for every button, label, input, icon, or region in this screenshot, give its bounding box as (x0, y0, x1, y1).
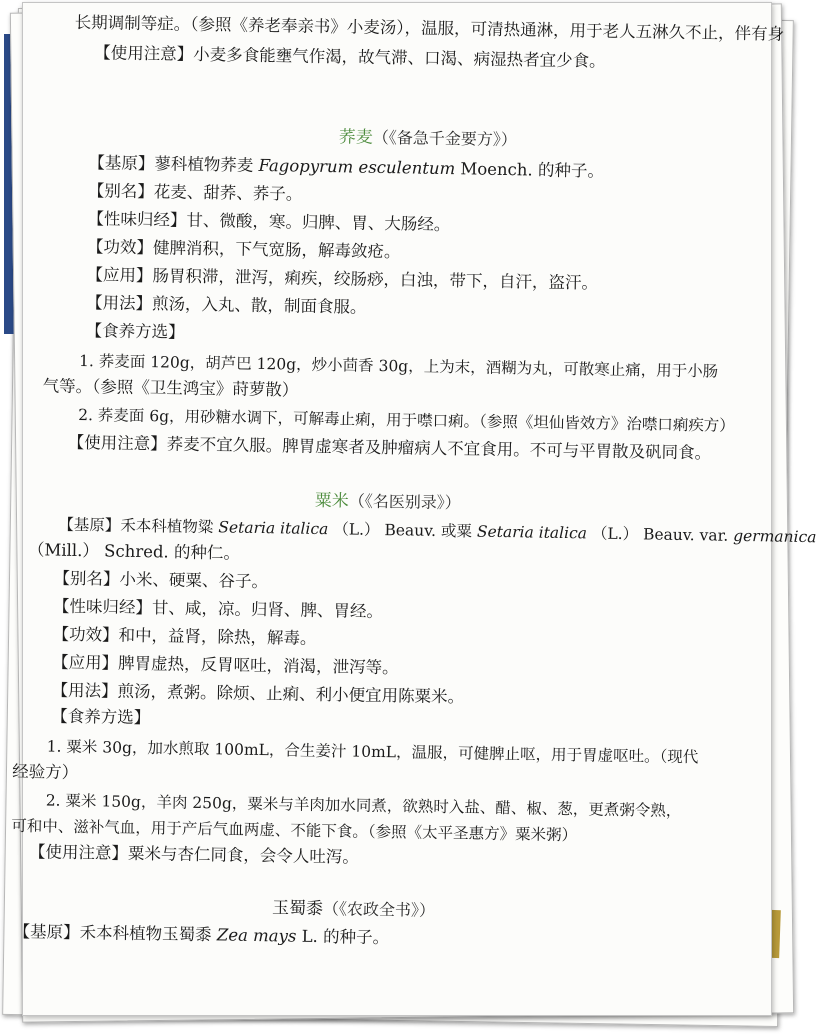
field-text: 禾本科植物玉蜀黍 (79, 923, 212, 945)
recipe-text: 经验方） (12, 761, 79, 783)
field-label: 【功效】 (86, 237, 154, 258)
recipe-text: 1. 荞麦面 120g，胡芦巴 120g，炒小茴香 30g，上为末，酒糊为丸，可散寒止痛，用于小肠 (78, 351, 719, 381)
field-label: 【别名】 (53, 568, 120, 589)
field-text: 和中，益肾，除热，解毒。 (118, 625, 317, 648)
field-text: 蓼科植物荞麦 (154, 154, 254, 175)
latin-name: Fagopyrum esculentum (258, 155, 456, 179)
text-fragment: ，温服，可清热通淋，用于老人五淋久不止，伴有身 (404, 18, 785, 44)
field-label: 【性味归经】 (52, 596, 153, 618)
section-source: （《备急千金要方》） (372, 127, 517, 150)
field-text: （Mill.） Schred. 的种仁。 (27, 540, 241, 563)
section-heading (272, 897, 435, 922)
recipe-text: 2. 粟米 150g，羊肉 250g，粟米与羊肉加水同煮，欲熟时入盐、醋、椒、葱，更煮粥令熟， (45, 791, 682, 821)
text-fragment: 长期调制等症。（参照《养老奉亲书》小麦汤） (74, 12, 405, 38)
field-label: 【使用注意】 (28, 842, 129, 863)
text-line (29, 841, 359, 868)
recipe-line (46, 735, 698, 768)
field-text: Moench. 的种子。 (460, 159, 605, 181)
text-line (53, 568, 268, 594)
field-text: 粟米与杏仁同食，会令人吐泻。 (127, 843, 360, 867)
recipe-line (12, 761, 78, 784)
document-page (11, 2, 817, 1016)
recipe-text: 气等。（参照《卫生鸿宝》莳萝散） (42, 376, 299, 400)
field-label: 【用法】 (51, 680, 118, 701)
field-text: 煎汤，入丸、散，制面食服。 (151, 294, 367, 317)
text-line (88, 180, 303, 206)
field-label: 【基原】 (88, 153, 155, 174)
section-title: 荞麦 (338, 127, 373, 148)
section-heading (339, 126, 517, 151)
latin-name: Setaria italica (476, 522, 588, 543)
field-label: 【食养方选】 (51, 706, 151, 728)
text-line (86, 264, 598, 294)
field-label: 【功效】 (52, 624, 119, 645)
recipe-line (78, 404, 735, 437)
section-source: （《农政全书》） (322, 899, 436, 920)
field-text: 禾本科植物粱 (120, 516, 214, 537)
text-line (74, 12, 784, 46)
text-line (94, 42, 606, 72)
field-text: 甘、微酸，寒。归脾、胃、大肠经。 (186, 210, 451, 235)
text-line (85, 320, 184, 344)
field-text: （L.） Beauv. var. (591, 524, 729, 545)
field-text: L. 的种子。 (301, 926, 390, 948)
field-text: 甘、咸，凉。归肾、脾、胃经。 (151, 598, 384, 622)
latin-name: Setaria italica (218, 518, 329, 539)
field-text: 健脾消积，下气宽肠，解毒敛疮。 (152, 238, 401, 262)
field-label: 【基原】 (13, 921, 80, 943)
text-line (53, 596, 383, 623)
field-text: 花麦、甜荞、荞子。 (153, 182, 303, 204)
field-label: 【应用】 (86, 265, 153, 286)
text-line (68, 432, 712, 465)
field-text: 肠胃积滞，泄泻，痢疾，绞肠痧，白浊，带下，自汗，盗汗。 (152, 266, 599, 293)
recipe-text: 1. 粟米 30g，加水煎取 100mL，合生姜汁 10mL，温服，可健脾止呕，用于胃虚呕吐。（现代 (46, 737, 699, 767)
text-line (86, 292, 367, 319)
field-label: 【性味归经】 (87, 209, 187, 230)
latin-name: germanica (733, 526, 817, 547)
section-title: 玉蜀黍 (271, 898, 324, 920)
field-text: 小麦多食能壅气作渴，故气滞、口渴、病湿热者宜少食。 (193, 44, 606, 71)
text-line (87, 208, 450, 236)
text-line (28, 539, 240, 565)
text-line (51, 680, 464, 709)
text-line (52, 652, 399, 680)
field-text: 脾胃虚热，反胃呕吐，消渴，泄泻等。 (117, 653, 399, 678)
field-label: 【食养方选】 (85, 321, 185, 342)
field-label: 【别名】 (87, 181, 155, 202)
field-text: （L.） Beauv. 或粟 (333, 520, 473, 541)
recipe-text: 2. 荞麦面 6g，用砂糖水调下，可解毒止痢，用于噤口痢。（参照《坦仙皆效方》治噤口痢疾方） (78, 405, 735, 435)
field-text: 煎汤，煮粥。除烦、止痢、利小便宜用陈粟米。 (117, 681, 465, 707)
section-heading (315, 490, 461, 514)
text-line (13, 921, 389, 949)
field-label: 【使用注意】 (94, 43, 194, 64)
section-title: 粟米 (314, 490, 349, 512)
section-source: （《名医别录》） (348, 491, 461, 513)
field-label: 【使用注意】 (67, 432, 167, 454)
field-text: 小米、硬粟、谷子。 (119, 569, 269, 592)
text-line (87, 236, 401, 263)
text-line (88, 152, 604, 183)
text-line (52, 624, 316, 650)
field-label: 【基原】 (58, 515, 121, 535)
page-content (6, 3, 817, 1027)
latin-name: Zea mays (216, 925, 297, 946)
field-label: 【应用】 (51, 652, 119, 673)
field-label: 【用法】 (85, 293, 153, 314)
recipe-line (42, 375, 298, 401)
text-line (51, 706, 150, 730)
field-text: 荞麦不宜久服。脾胃虚寒者及肿瘤病人不宜食用。不可与平胃散及矾同食。 (166, 434, 712, 463)
recipe-text: 可和中、滋补气血，用于产后气血两虚、不能下食。（参照《太平圣惠方》粟米粥） (11, 816, 578, 845)
